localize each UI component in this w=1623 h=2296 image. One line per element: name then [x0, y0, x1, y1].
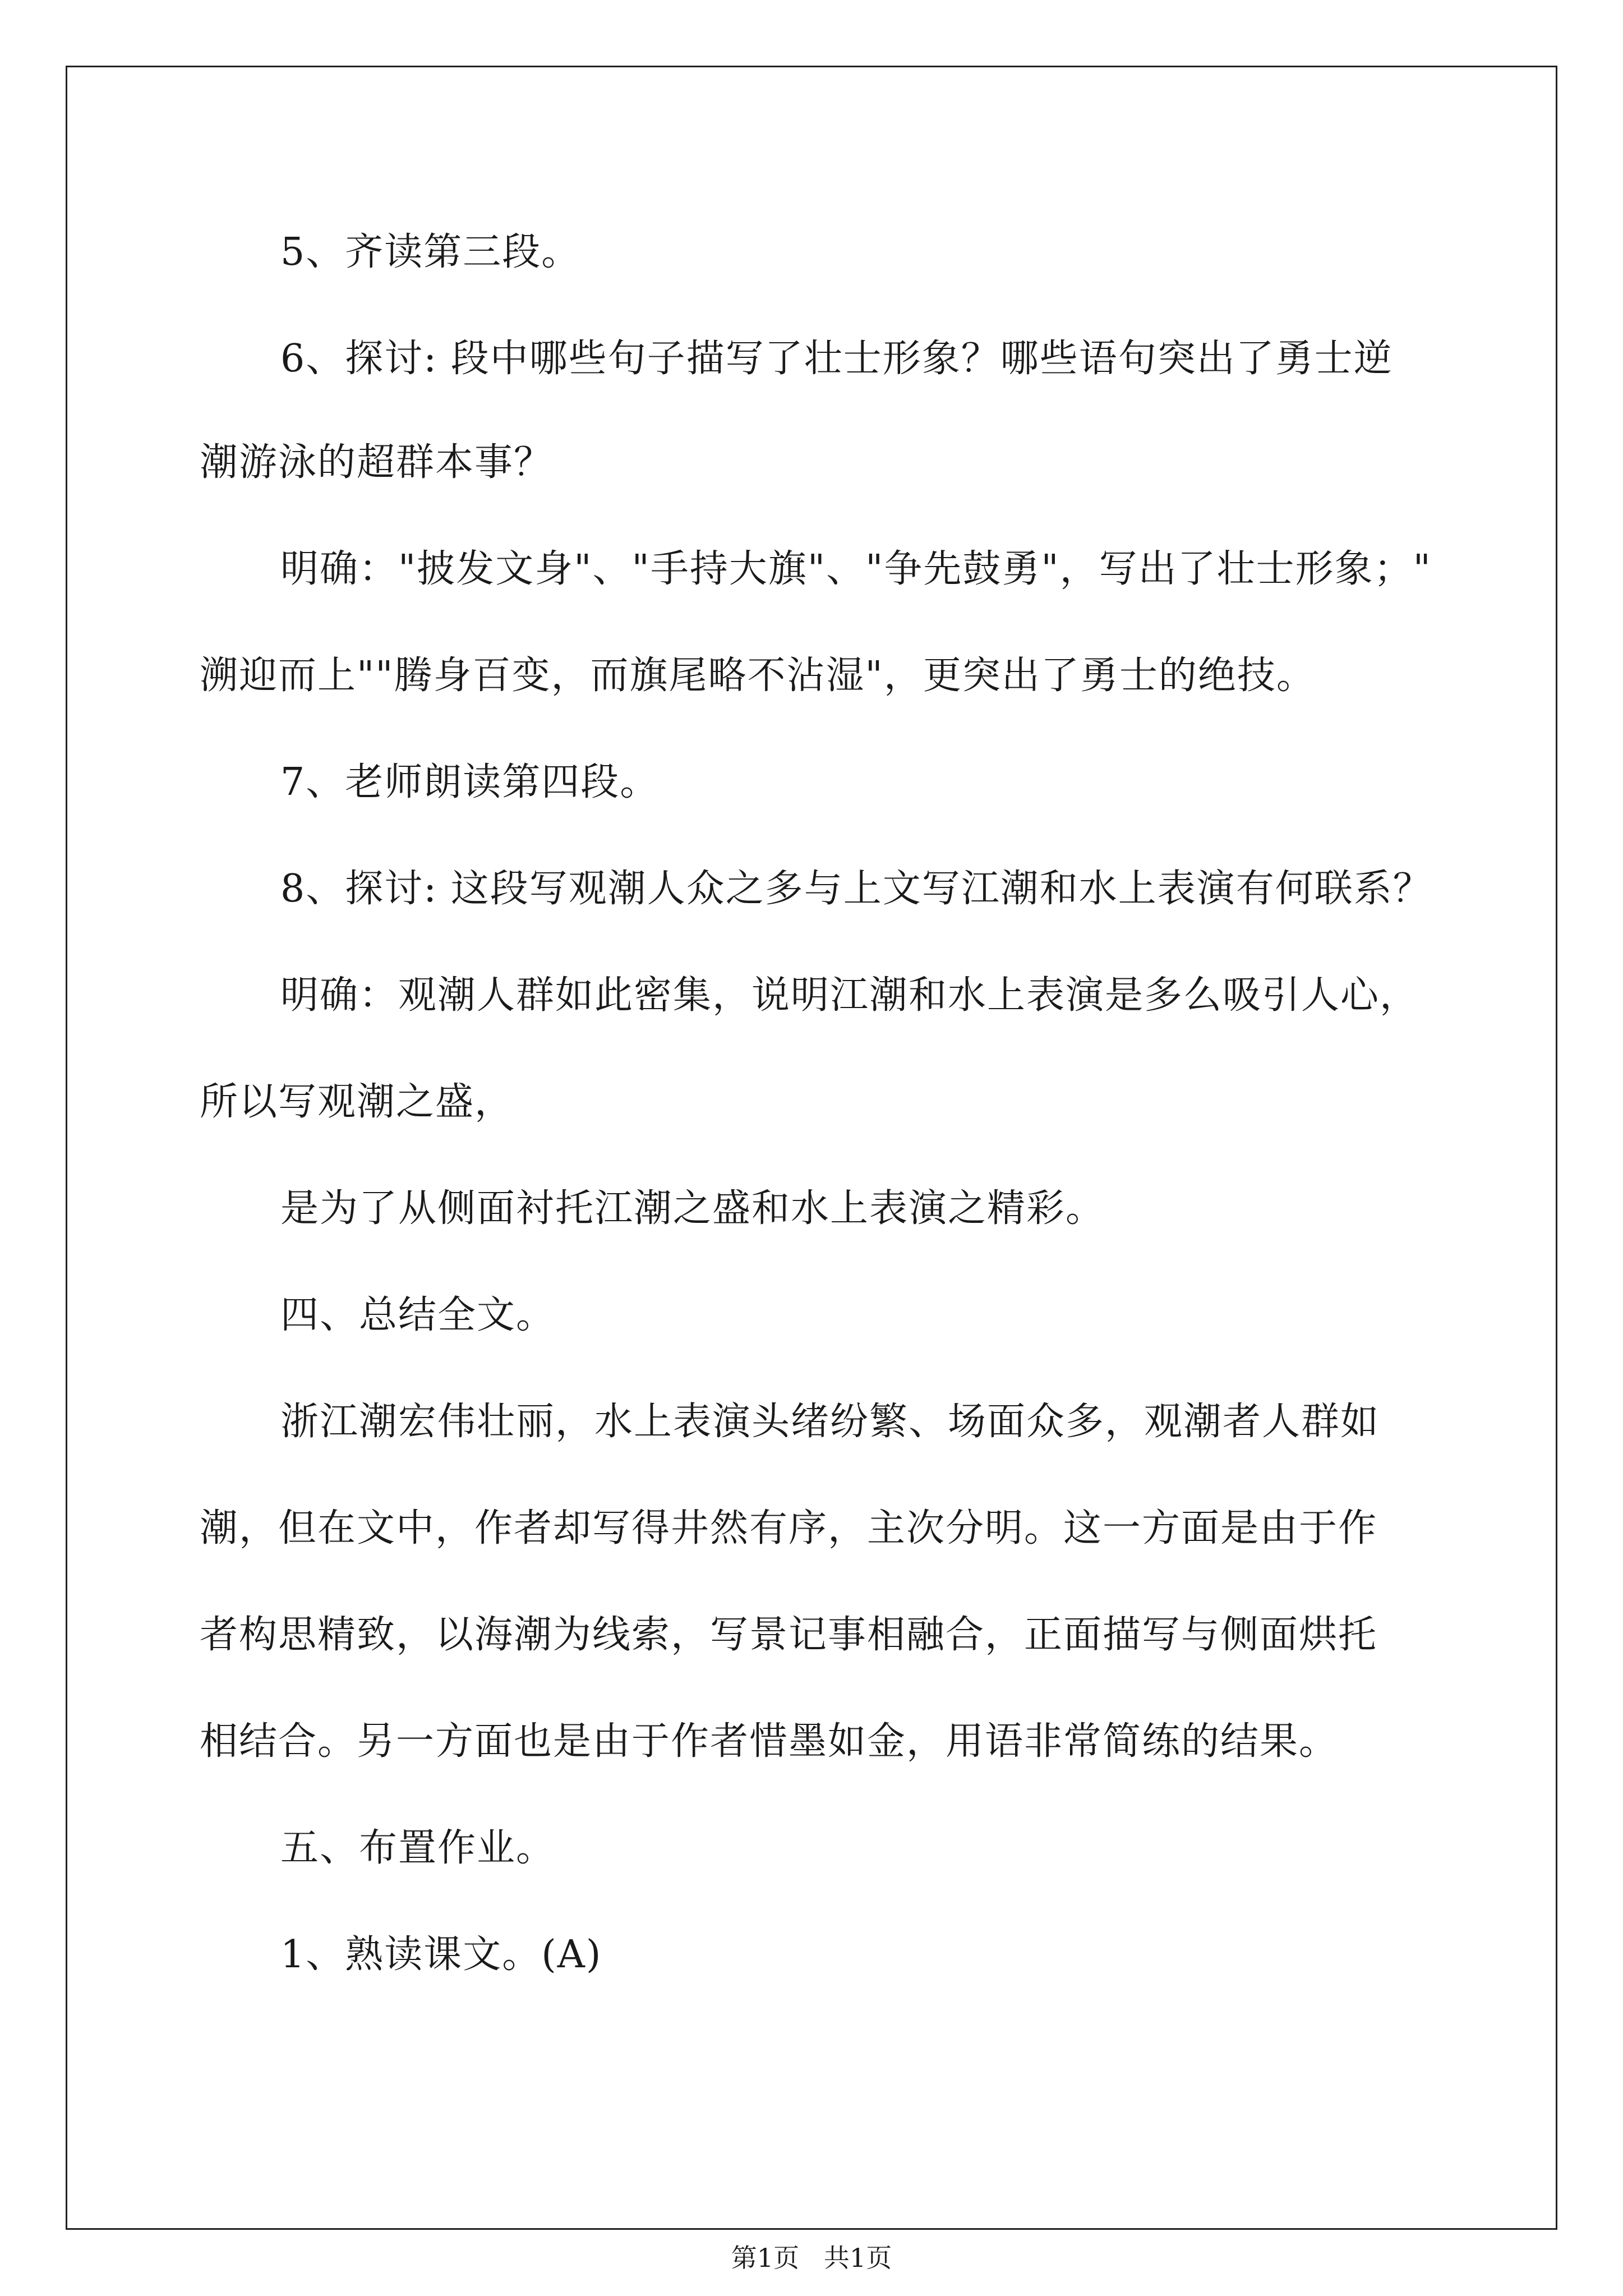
page-number-footer: 第1页 共1页 [731, 2243, 892, 2273]
text-line: 潮，但在文中，作者却写得井然有序，主次分明。这一方面是由于作 [200, 1506, 1378, 1550]
text-line: 明确：观潮人群如此密集，说明江潮和水上表演是多么吸引人心， [280, 973, 1419, 1018]
text-line: 明确："披发文身"、"手持大旗"、"争先鼓勇"，写出了壮士形象；" [280, 547, 1432, 591]
page-border [66, 66, 1557, 2230]
text-line: 是为了从侧面衬托江潮之盛和水上表演之精彩。 [280, 1186, 1105, 1231]
text-line: 溯迎而上""腾身百变，而旗尾略不沾湿"，更突出了勇士的绝技。 [200, 654, 1316, 698]
text-line: 潮游泳的超群本事？ [200, 440, 554, 485]
text-line: 7、老师朗读第四段。 [280, 760, 660, 804]
text-line: 者构思精致，以海潮为线索，写景记事相融合，正面描写与侧面烘托 [200, 1613, 1378, 1657]
text-line: 8、探讨: 这段写观潮人众之多与上文写江潮和水上表演有何联系？ [280, 867, 1432, 911]
text-line: 5、齐读第三段。 [280, 230, 581, 274]
text-line: 6、探讨: 段中哪些句子描写了壮士形象？哪些语句突出了勇士逆 [280, 337, 1393, 381]
text-line: 五、布置作业。 [280, 1826, 556, 1870]
text-line: 所以写观潮之盛， [200, 1080, 514, 1124]
text-line: 四、总结全文。 [280, 1293, 556, 1337]
text-line: 相结合。另一方面也是由于作者惜墨如金，用语非常简练的结果。 [200, 1719, 1339, 1764]
text-line: 浙江潮宏伟壮丽，水上表演头绪纷繁、场面众多，观潮者人群如 [280, 1400, 1380, 1444]
text-line: 1、熟读课文。(A) [280, 1932, 602, 1977]
